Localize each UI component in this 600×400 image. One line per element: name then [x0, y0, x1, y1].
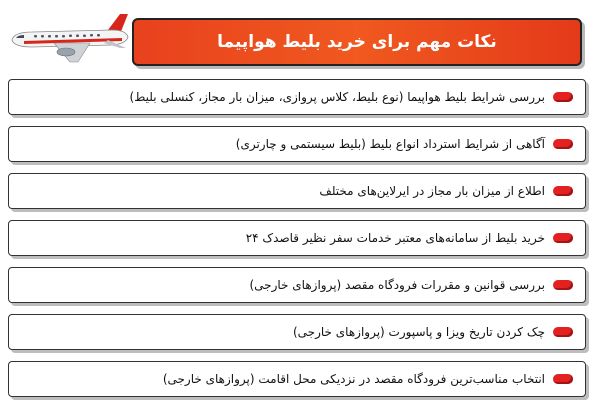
list-item-text: خرید بلیط از سامانه‌های معتبر خدمات سفر نظیر قاصدک ۲۴	[245, 231, 545, 245]
bullet-icon	[553, 233, 573, 243]
list-item	[8, 361, 586, 397]
bullet-icon	[553, 186, 573, 196]
list-item	[8, 79, 586, 115]
header	[0, 0, 600, 76]
list-item-text: آگاهی از شرایط استرداد انواع بلیط (بلیط سیستمی و چارتری)	[235, 137, 545, 151]
bullet-icon	[553, 92, 573, 102]
list-item	[8, 173, 586, 209]
list-item	[8, 126, 586, 162]
airplane-icon	[4, 10, 132, 66]
list-item-text: چک کردن تاریخ ویزا و پاسپورت (پروازهای خارجی)	[293, 325, 545, 339]
list-item-text: بررسی شرایط بلیط هواپیما (نوع بلیط، کلاس پروازی، میزان بار مجاز، کنسلی بلیط)	[129, 90, 545, 104]
bullet-icon	[553, 327, 573, 337]
page-title: نکات مهم برای خرید بلیط هواپیما	[217, 32, 497, 52]
title-banner	[132, 18, 582, 66]
list-item	[8, 220, 586, 256]
bullet-icon	[553, 139, 573, 149]
list-item-text: اطلاع از میزان بار مجاز در ایرلاین‌های مختلف	[319, 184, 545, 198]
list-item	[8, 267, 586, 303]
list-item	[8, 314, 586, 350]
list-item-text: انتخاب مناسب‌ترین فرودگاه مقصد در نزدیکی محل اقامت (پروازهای خارجی)	[162, 372, 545, 386]
list-item-text: بررسی قوانین و مقررات فرودگاه مقصد (پروازهای خارجی)	[249, 278, 545, 292]
bullet-icon	[553, 280, 573, 290]
bullet-icon	[553, 374, 573, 384]
